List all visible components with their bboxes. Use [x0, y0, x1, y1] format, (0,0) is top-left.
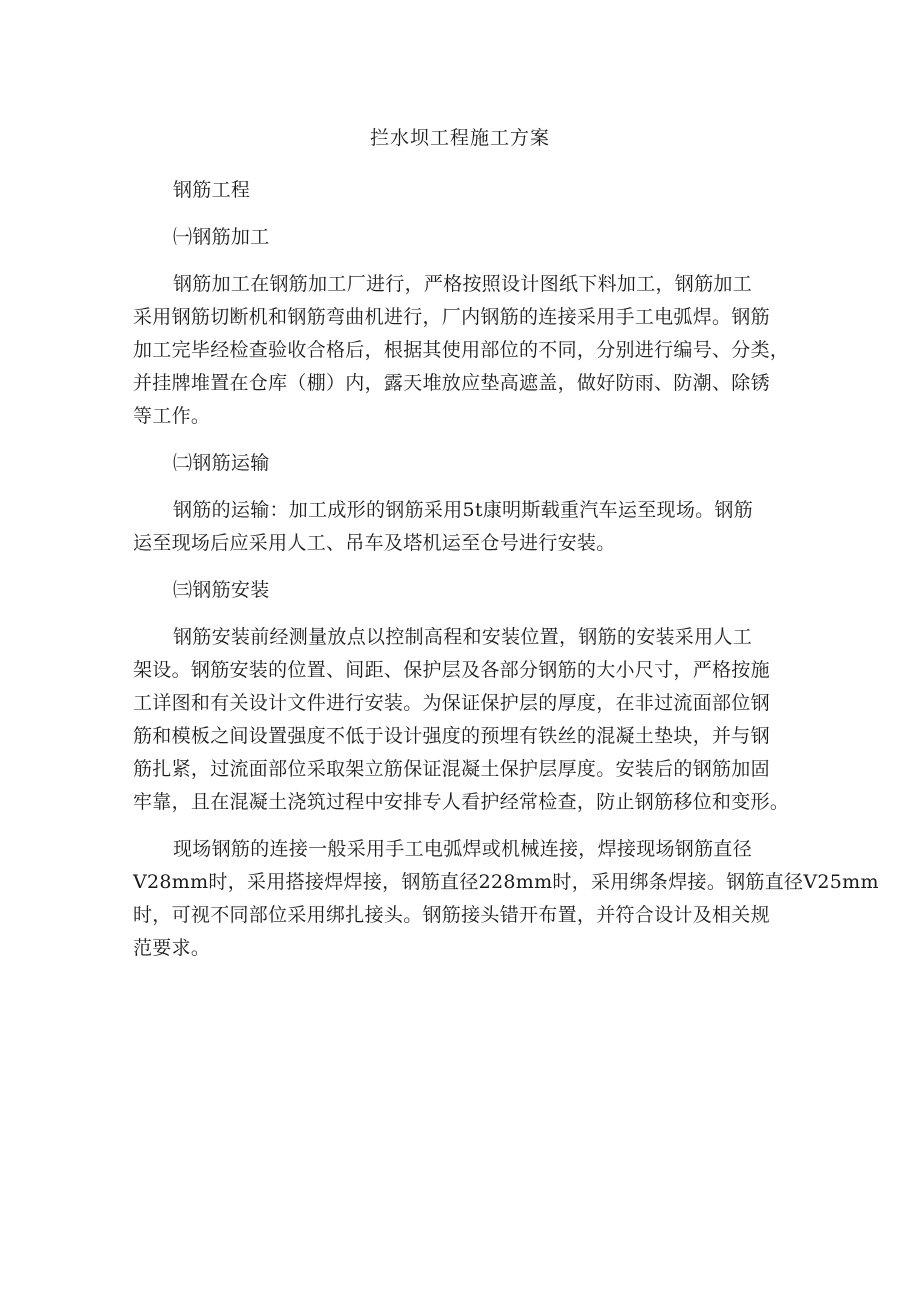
text-line: 钢筋安装前经测量放点以控制高程和安装位置，钢筋的安装采用人工 — [173, 626, 753, 648]
text-line: 钢筋的运输：加工成形的钢筋采用5t康明斯载重汽车运至现场。钢筋 — [173, 499, 754, 521]
text-line: 等工作。 — [133, 405, 211, 427]
section-heading: 钢筋工程 — [173, 179, 251, 201]
paragraph-processing — [133, 268, 793, 433]
paragraph-transport — [133, 494, 793, 560]
subsection-heading-processing: ㈠钢筋加工 — [173, 226, 270, 248]
text-line: 并挂牌堆置在仓库（棚）内，露天堆放应垫高遮盖，做好防雨、防潮、除锈 — [133, 372, 770, 394]
text-line: 工详图和有关设计文件进行安装。为保证保护层的厚度，在非过流面部位钢 — [133, 692, 770, 714]
text-line: 采用钢筋切断机和钢筋弯曲机进行，厂内钢筋的连接采用手工电弧焊。钢筋 — [133, 306, 770, 328]
paragraph-installation — [133, 621, 793, 819]
paragraph-connection — [133, 833, 879, 965]
text-line: 范要求。 — [133, 937, 211, 959]
text-line: 现场钢筋的连接一般采用手工电弧焊或机械连接，焊接现场钢筋直径 — [173, 838, 753, 860]
document-body — [133, 174, 879, 979]
text-line: 架设。钢筋安装的位置、间距、保护层及各部分钢筋的大小尺寸，严格按施 — [133, 659, 770, 681]
text-line: 钢筋加工在钢筋加工厂进行，严格按照设计图纸下料加工，钢筋加工 — [173, 273, 753, 295]
text-line: 加工完毕经检查验收合格后，根据其使用部位的不同，分别进行编号、分类， — [133, 339, 790, 361]
text-line: V28mm时，采用搭接焊焊接，钢筋直径228mm时，采用绑条焊接。钢筋直径V25mm — [133, 871, 879, 893]
text-line: 时，可视不同部位采用绑扎接头。钢筋接头错开布置，并符合设计及相关规 — [133, 904, 770, 926]
text-line: 运至现场后应采用人工、吊车及塔机运至仓号进行安装。 — [133, 532, 616, 554]
document-title: 拦水坝工程施工方案 — [369, 127, 550, 149]
subsection-heading-transport: ㈡钢筋运输 — [173, 452, 270, 474]
subsection-heading-installation: ㈢钢筋安装 — [173, 579, 270, 601]
text-line: 筋和模板之间设置强度不低于设计强度的预埋有铁丝的混凝土垫块，并与钢 — [133, 725, 770, 747]
text-line: 筋扎紧，过流面部位采取架立筋保证混凝土保护层厚度。安装后的钢筋加固 — [133, 758, 770, 780]
text-line: 牢靠，且在混凝土浇筑过程中安排专人看护经常检查，防止钢筋移位和变形。 — [133, 791, 790, 813]
